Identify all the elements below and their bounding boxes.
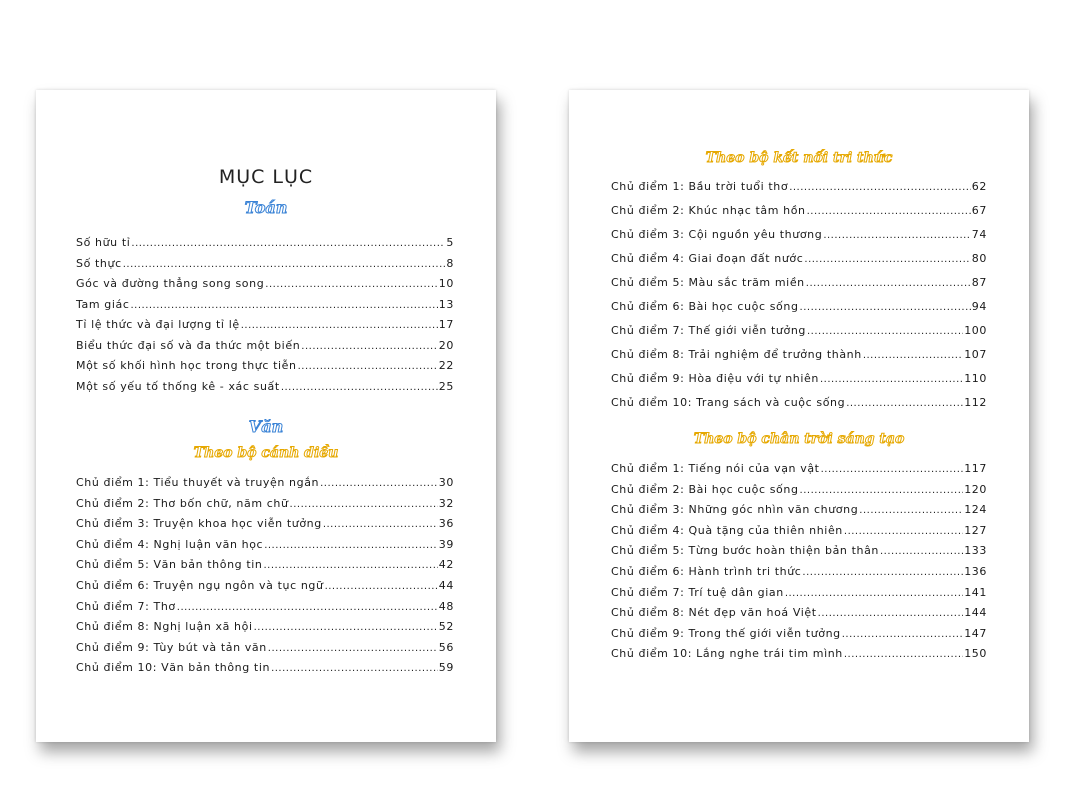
toc-entry-title: Chủ điểm 5: Từng bước hoàn thiện bản thân [611,544,879,558]
leader-dots [807,204,971,217]
toc-entry-page: 20 [438,338,454,352]
toc-entry [76,277,454,298]
leader-dots [789,180,971,193]
toc-entry-page: 48 [438,599,454,613]
leader-dots [800,300,971,313]
toc-entry-title: Góc và đường thẳng song song [76,277,265,290]
toc-entry [76,620,454,641]
toc-entry [611,324,987,348]
toc-entry-title: Chủ điểm 3: Cội nguồn yêu thương [611,228,823,241]
toc-entry-title: Chủ điểm 2: Bài học cuộc sống [611,482,799,496]
toc-entry [611,180,987,204]
toc-entry-title: Tỉ lệ thức và đại lượng tỉ lệ [76,318,240,331]
toc-entry-title: Chủ điểm 9: Trong thế giới viễn tưởng [611,626,841,640]
toc-entry [611,228,987,252]
toc-entry-title: Một số yếu tố thống kê - xác suất [76,379,280,393]
leader-dots [880,544,963,557]
toc-entry-page: 62 [971,180,987,193]
toc-entry-page: 100 [964,324,987,337]
toc-entry-page: 36 [438,517,454,531]
leader-dots [807,324,963,337]
toc-entry-title: Số thực [76,256,122,270]
toc-entry-page: 124 [964,503,987,517]
toc-entry [611,606,987,627]
toc-entry-title: Chủ điểm 10: Lắng nghe trái tim mình [611,647,843,661]
toc-entry-page: 144 [964,606,987,620]
toc-entry [611,396,987,420]
leader-dots [844,524,963,537]
page-title: MỤC LỤC [218,166,314,188]
toc-entry-title: Chủ điểm 10: Văn bản thông tin [76,661,271,675]
toc-entry [76,318,454,339]
leader-dots [323,517,438,530]
toc-entry-page: 25 [438,379,454,393]
toc-entry-page: 44 [438,578,454,592]
leader-dots [823,228,970,241]
leader-dots [281,380,438,393]
toc-entry [76,236,454,257]
toc-entry-title: Chủ điểm 4: Quà tặng của thiên nhiên [611,523,843,537]
toc-entry-page: 107 [964,348,987,361]
toc-entry [76,558,454,579]
leader-dots [265,277,438,290]
toc-entry [611,565,987,586]
section-heading-chan-troi-sang-tao: Theo bộ chân trời sáng tạo [693,431,905,447]
leader-dots [177,600,438,613]
leader-dots [264,538,438,551]
toc-entry-page: 10 [438,277,454,290]
toc-entry-page: 94 [971,300,987,313]
toc-entry [611,204,987,228]
right-page [569,90,1029,742]
toc-entry-title: Chủ điểm 6: Hành trình tri thức [611,564,802,578]
toc-entry-title: Chủ điểm 8: Nét đẹp văn hoá Việt [611,606,817,620]
toc-entry-page: 141 [964,585,987,599]
leader-dots [254,620,438,633]
toc-entry [76,339,454,360]
toc-entry-page: 127 [964,523,987,537]
toc-entry [611,372,987,396]
toc-entry [76,600,454,621]
toc-entry-title: Chủ điểm 1: Tiếng nói của vạn vật [611,462,820,475]
leader-dots [131,236,445,249]
toc-entry-title: Chủ điểm 7: Trí tuệ dân gian [611,585,784,599]
toc-entry [611,647,987,668]
toc-entry [611,627,987,648]
section-heading-literature: Văn [248,417,284,436]
toc-entry [76,661,454,682]
leader-dots [785,586,963,599]
toc-entry-title: Chủ điểm 6: Bài học cuộc sống [611,300,799,313]
toc-entry-page: 80 [971,252,987,265]
toc-entry-title: Chủ điểm 9: Hòa điệu với tự nhiên [611,372,819,385]
toc-entry-page: 112 [964,396,987,409]
toc-entry-title: Một số khối hình học trong thực tiễn [76,359,297,372]
toc-entry-title: Chủ điểm 6: Truyện ngụ ngôn và tục ngữ [76,578,324,592]
toc-entry-page: 30 [438,476,454,489]
toc-entry-title: Chủ điểm 2: Khúc nhạc tâm hồn [611,204,806,217]
toc-entry-title: Chủ điểm 7: Thơ [76,599,176,613]
leader-dots [241,318,438,331]
leader-dots [268,641,438,654]
leader-dots [821,462,964,475]
toc-entry [611,503,987,524]
toc-entry-title: Chủ điểm 3: Truyện khoa học viễn tưởng [76,517,322,531]
toc-entry [76,257,454,278]
leader-dots [863,348,963,361]
toc-entry [611,544,987,565]
left-page [36,90,496,742]
leader-dots [130,298,437,311]
toc-math [76,236,454,400]
toc-entry-title: Chủ điểm 8: Trải nghiệm để trưởng thành [611,348,862,361]
section-heading-ket-noi-tri-thuc: Theo bộ kết nối tri thức [705,150,893,166]
toc-entry [76,538,454,559]
leader-dots [859,503,963,516]
toc-entry-title: Chủ điểm 4: Giai đoạn đất nước [611,252,804,265]
toc-literature [76,476,454,682]
toc-entry-page: 150 [964,647,987,661]
toc-entry-page: 5 [446,236,454,249]
leader-dots [806,276,971,289]
leader-dots [802,565,963,578]
toc-entry-page: 22 [438,359,454,372]
toc-entry-title: Tam giác [76,297,130,311]
leader-dots [804,252,970,265]
leader-dots [846,396,963,409]
toc-entry [76,476,454,497]
toc-entry [76,298,454,319]
toc-entry [611,462,987,483]
toc-entry [76,380,454,401]
toc-entry-title: Số hữu tỉ [76,236,131,249]
leader-dots [263,558,437,571]
toc-entry-page: 110 [964,372,987,385]
toc-entry-title: Chủ điểm 9: Tùy bút và tản văn [76,640,267,654]
leader-dots [842,627,963,640]
section-heading-math: Toán [244,198,288,217]
toc-entry-page: 39 [438,537,454,551]
toc-entry-page: 32 [438,496,454,510]
toc-entry [76,497,454,518]
toc-chan-troi-sang-tao [611,462,987,668]
toc-entry [76,641,454,662]
toc-entry-title: Chủ điểm 3: Những góc nhìn văn chương [611,503,859,517]
toc-entry-title: Chủ điểm 10: Trang sách và cuộc sống [611,396,846,409]
toc-entry [611,276,987,300]
toc-entry-page: 8 [446,256,454,270]
toc-entry-page: 67 [971,204,987,217]
toc-entry [76,359,454,380]
leader-dots [818,606,964,619]
toc-entry [76,579,454,600]
leader-dots [325,579,438,592]
toc-entry [611,524,987,545]
toc-entry-page: 59 [438,661,454,675]
toc-entry-page: 52 [438,620,454,634]
toc-entry [611,252,987,276]
toc-entry-title: Chủ điểm 1: Tiểu thuyết và truyện ngắn [76,476,320,489]
leader-dots [320,476,438,489]
toc-entry-page: 42 [438,558,454,572]
leader-dots [271,661,438,674]
leader-dots [820,372,963,385]
toc-entry-title: Chủ điểm 1: Bầu trời tuổi thơ [611,180,789,193]
toc-entry-title: Biểu thức đại số và đa thức một biến [76,338,301,352]
toc-entry-page: 74 [971,228,987,241]
toc-entry-page: 120 [964,482,987,496]
section-subheading-canh-dieu: Theo bộ cánh diều [193,445,339,461]
toc-entry-title: Chủ điểm 5: Văn bản thông tin [76,558,263,572]
toc-entry-title: Chủ điểm 7: Thế giới viễn tưởng [611,324,806,337]
leader-dots [290,497,438,510]
toc-entry-page: 17 [438,318,454,331]
toc-entry-title: Chủ điểm 2: Thơ bốn chữ, năm chữ [76,496,289,510]
leader-dots [123,257,446,270]
toc-entry-page: 147 [964,626,987,640]
toc-entry-page: 56 [438,640,454,654]
toc-entry-page: 136 [964,564,987,578]
toc-entry-title: Chủ điểm 5: Màu sắc trăm miền [611,276,805,289]
toc-entry-page: 13 [438,297,454,311]
leader-dots [301,339,438,352]
toc-entry-page: 117 [964,462,987,475]
toc-entry [611,483,987,504]
toc-entry-page: 87 [971,276,987,289]
toc-entry [76,517,454,538]
toc-entry [611,348,987,372]
leader-dots [844,647,963,660]
toc-ket-noi-tri-thuc [611,180,987,420]
toc-entry [611,300,987,324]
leader-dots [298,359,438,372]
toc-entry-title: Chủ điểm 8: Nghị luận xã hội [76,620,253,634]
toc-entry-page: 133 [964,544,987,558]
leader-dots [800,483,964,496]
toc-entry [611,586,987,607]
toc-entry-title: Chủ điểm 4: Nghị luận văn học [76,537,264,551]
